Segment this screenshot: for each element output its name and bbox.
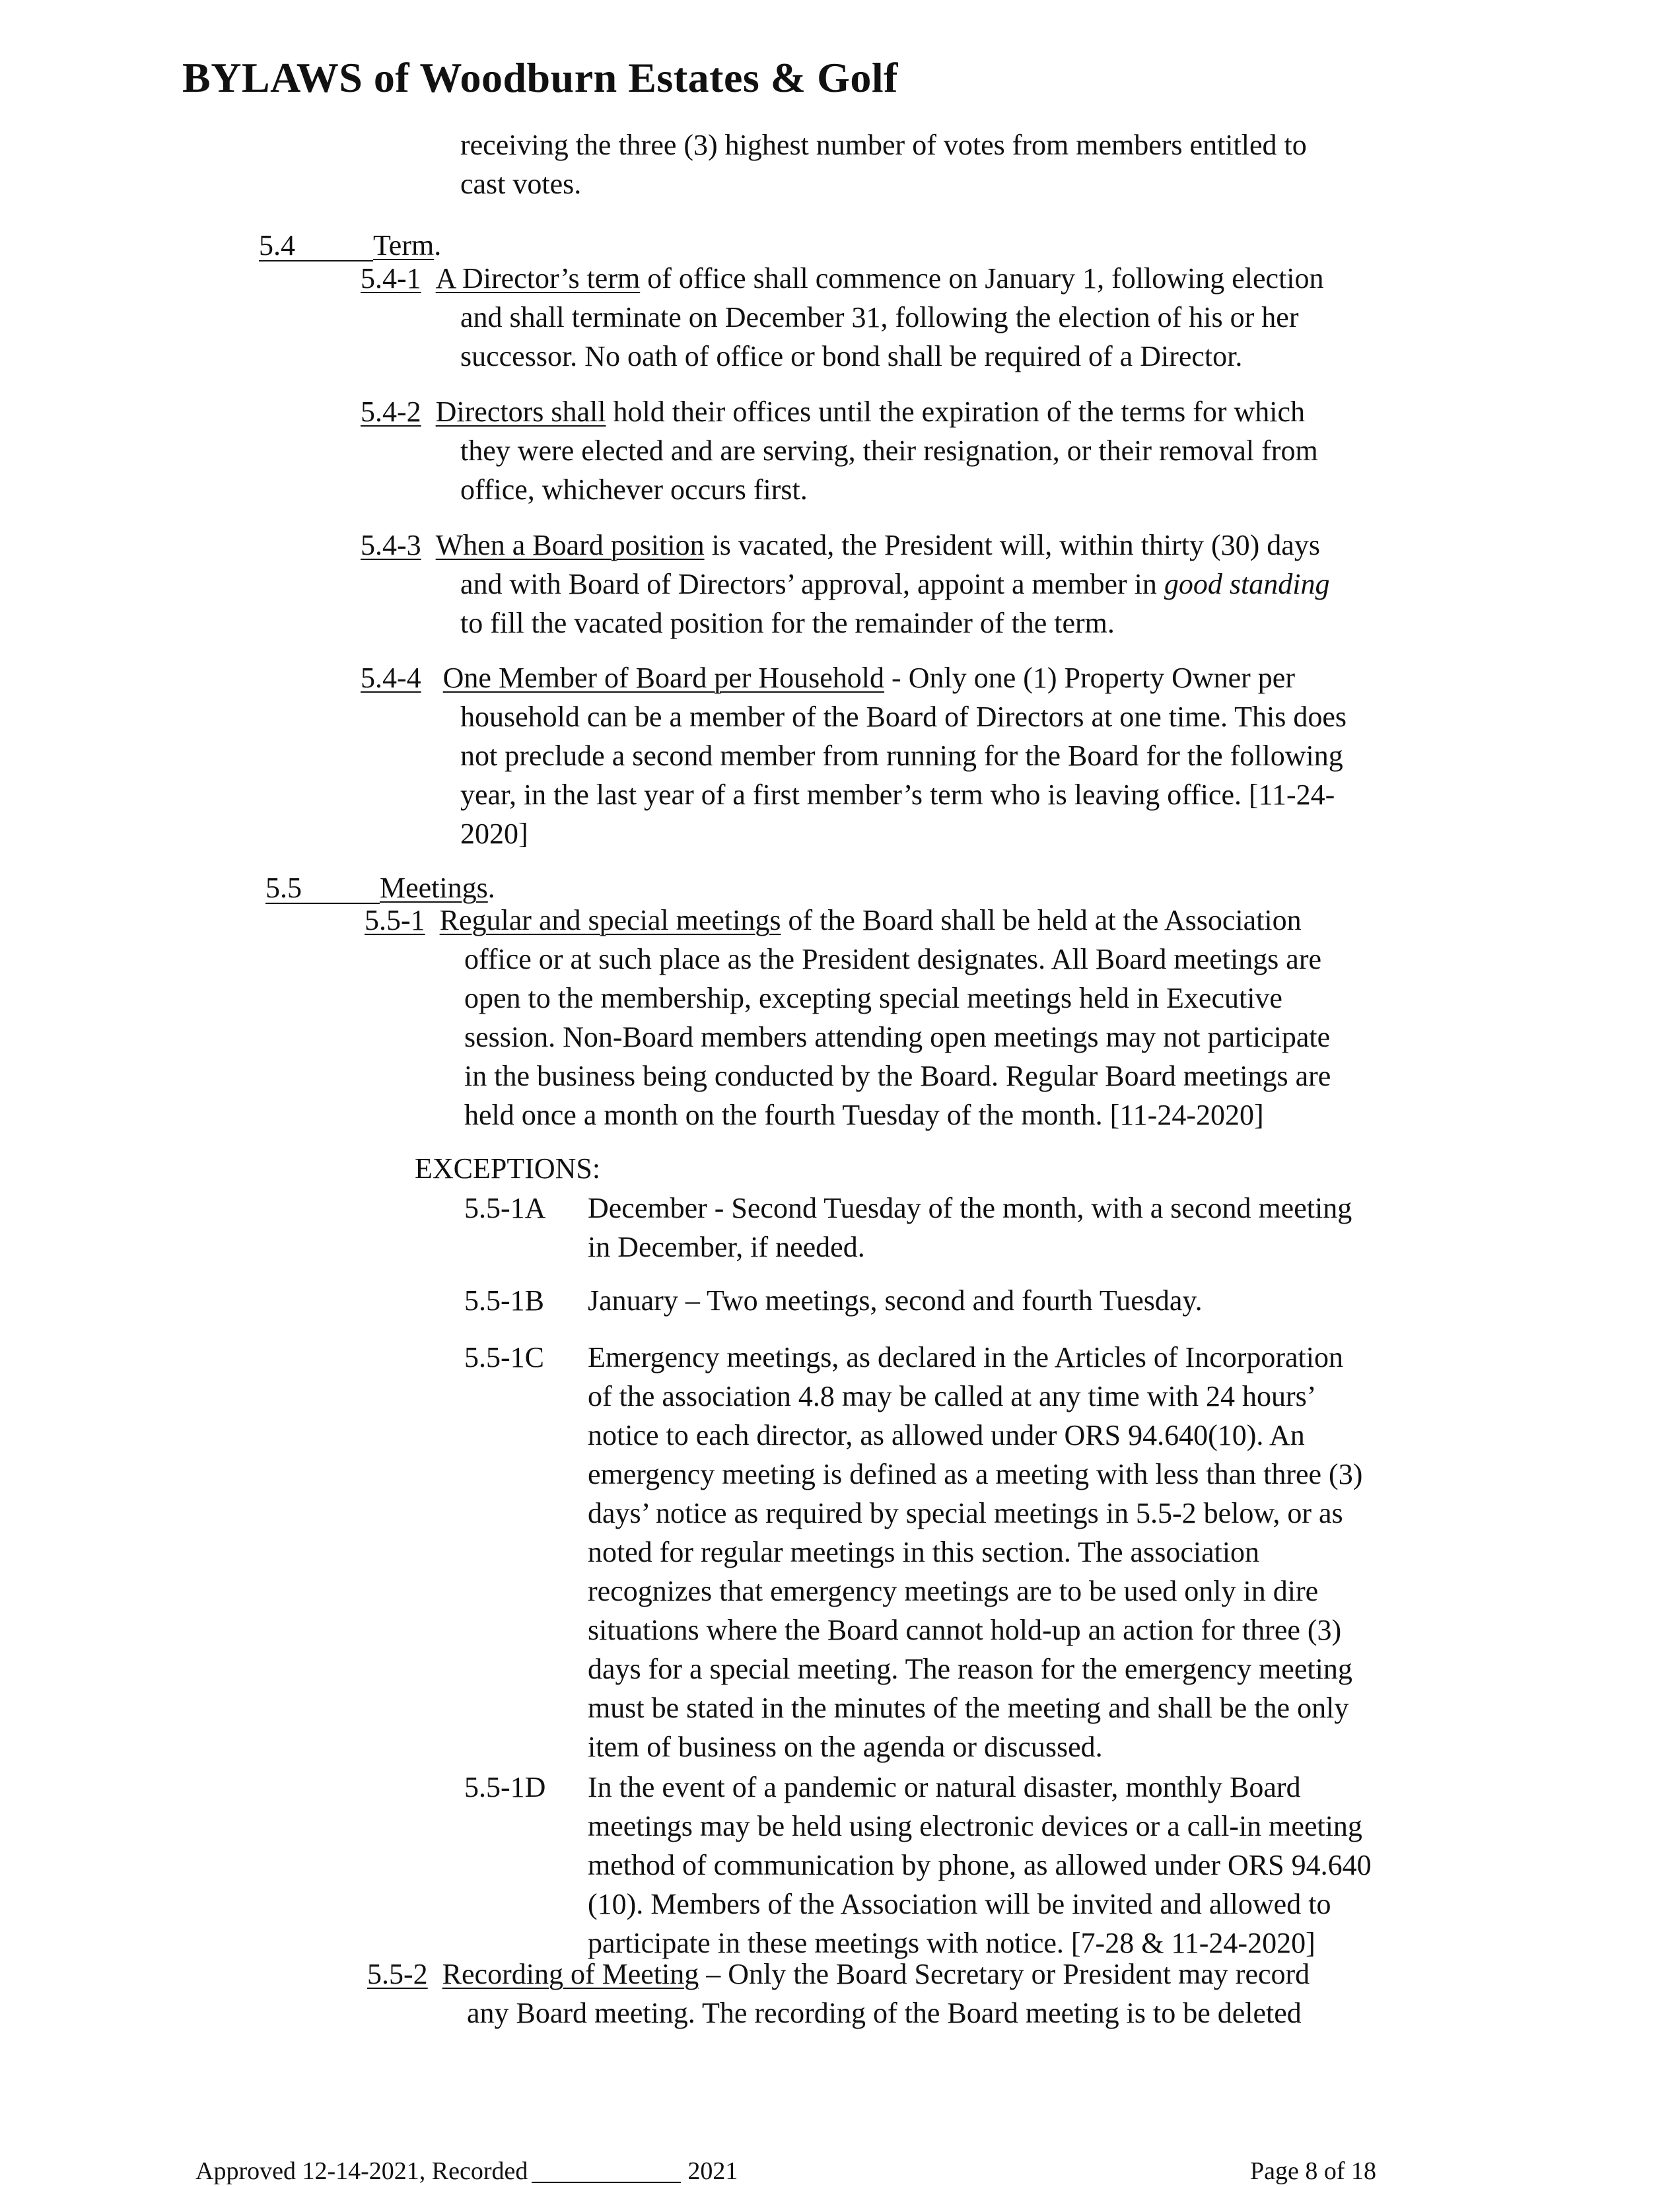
item-number: 5.5-1 — [365, 904, 425, 936]
item-lead: Directors shall — [435, 396, 606, 428]
exception-number: 5.5-1D — [464, 1771, 546, 1803]
item-5-4-2-body: they were elected and are serving, their resignation, or their removal from office, whichever occurs first. — [460, 434, 1318, 506]
section-5-5-heading: 5.5 Meetings. — [265, 872, 495, 904]
item-lead: Regular and special meetings — [439, 904, 781, 936]
item-number: 5.4-1 — [361, 262, 421, 295]
item-5-5-2: 5.5-2 Recording of Meeting – Only the Board Secretary or President may record — [367, 1958, 1310, 1990]
item-lead: One Member of Board per Household — [442, 662, 885, 694]
page-title: BYLAWS of Woodburn Estates & Golf — [182, 54, 898, 101]
item-5-5-1: 5.5-1 Regular and special meetings of the Board shall be held at the Association — [365, 904, 1302, 936]
footer-approved — [195, 2157, 738, 2186]
exception-5-5-1a: December - Second Tuesday of the month, with a second meeting in December, if needed. — [588, 1192, 1352, 1263]
exception-number: 5.5-1A — [464, 1192, 546, 1224]
footer-year: 2021 — [687, 2157, 738, 2185]
item-lead: Recording of Meeting — [442, 1958, 699, 1990]
section-number: 5.4 — [259, 231, 373, 261]
item-5-4-4-body: household can be a member of the Board of Directors at one time. This does not preclude a second member from running for the Board for the following year, in the last year of a first member’s term who is leaving office. [11-24- 2020] — [460, 701, 1347, 850]
section-heading: Meetings — [380, 872, 488, 904]
section-5-4-heading: 5.4 Term. — [259, 229, 442, 261]
item-lead: When a Board position — [435, 529, 705, 561]
intro-line: receiving the three (3) highest number of votes from members entitled to — [460, 129, 1307, 161]
exception-5-5-1b: January – Two meetings, second and fourth Tuesday. — [588, 1284, 1203, 1317]
item-number: 5.5-2 — [367, 1958, 428, 1990]
item-number: 5.4-2 — [361, 396, 421, 428]
item-number: 5.4-3 — [361, 529, 421, 561]
exception-5-5-1c: Emergency meetings, as declared in the Articles of Incorporation of the association 4.8 may be called at any time with 24 hours’ notice to each director, as allowed under ORS 94.640(10). An emergency meeting is defined as a meeting with less than three (3) days’ notice as required by special meetings in 5.5-2 below, or as noted for regular meetings in this section. The association recognizes that emergency meetings are to be used only in dire situations where the Board cannot hold-up an action for three (3) days for a special meeting. The reason for the emergency meeting must be stated in the minutes of the meeting and shall be the only item of business on the agenda or discussed. — [588, 1341, 1363, 1763]
exception-number: 5.5-1B — [464, 1284, 544, 1317]
section-number: 5.5 — [265, 874, 380, 904]
item-5-4-3: 5.4-3 When a Board position is vacated, the President will, within thirty (30) days — [361, 529, 1320, 561]
exception-5-5-1d: In the event of a pandemic or natural disaster, monthly Board meetings may be held using electronic devices or a call-in meeting method of communication by phone, as allowed under ORS 94.640 (10). Members of the Association will be invited and allowed to participate in these meetings with notice. [7-28 & 11-24-2020] — [588, 1771, 1372, 1959]
item-5-4-3-body: and with Board of Directors’ approval, appoint a member in good standing to fill the vacated position for the remainder of the term. — [460, 568, 1330, 639]
item-5-5-1-body: office or at such place as the President designates. All Board meetings are open to the membership, excepting special meetings held in Executive session. Non-Board members attending open meetings may not participate in the business being conducted by the Board. Regular Board meetings are held once a month on the fourth Tuesday of the month. [11-24-2020] — [464, 943, 1331, 1131]
item-lead: A Director’s term — [435, 262, 641, 295]
intro-line: cast votes. — [460, 168, 582, 200]
item-5-4-4: 5.4-4 One Member of Board per Household - Only one (1) Property Owner per — [361, 662, 1295, 694]
intro-paragraph — [460, 125, 1307, 203]
emphasis-text: good standing — [1164, 568, 1330, 600]
item-number: 5.4-4 — [361, 662, 421, 694]
item-5-4-1-body: and shall terminate on December 31, following the election of his or her successor. No oath of office or bond shall be required of a Director. — [460, 301, 1299, 372]
section-heading: Term — [373, 229, 435, 261]
item-5-4-1: 5.4-1 A Director’s term of office shall commence on January 1, following election — [361, 262, 1324, 295]
recorded-blank-line — [532, 2159, 681, 2183]
footer-approved-text: Approved 12-14-2021, Recorded — [195, 2157, 528, 2185]
exception-number: 5.5-1C — [464, 1341, 544, 1373]
item-5-5-2-body: any Board meeting. The recording of the Board meeting is to be deleted — [467, 1997, 1302, 2029]
item-5-4-2: 5.4-2 Directors shall hold their offices until the expiration of the terms for which — [361, 396, 1306, 428]
exceptions-label: EXCEPTIONS: — [415, 1152, 601, 1185]
footer-page-number: Page 8 of 18 — [1250, 2157, 1377, 2185]
